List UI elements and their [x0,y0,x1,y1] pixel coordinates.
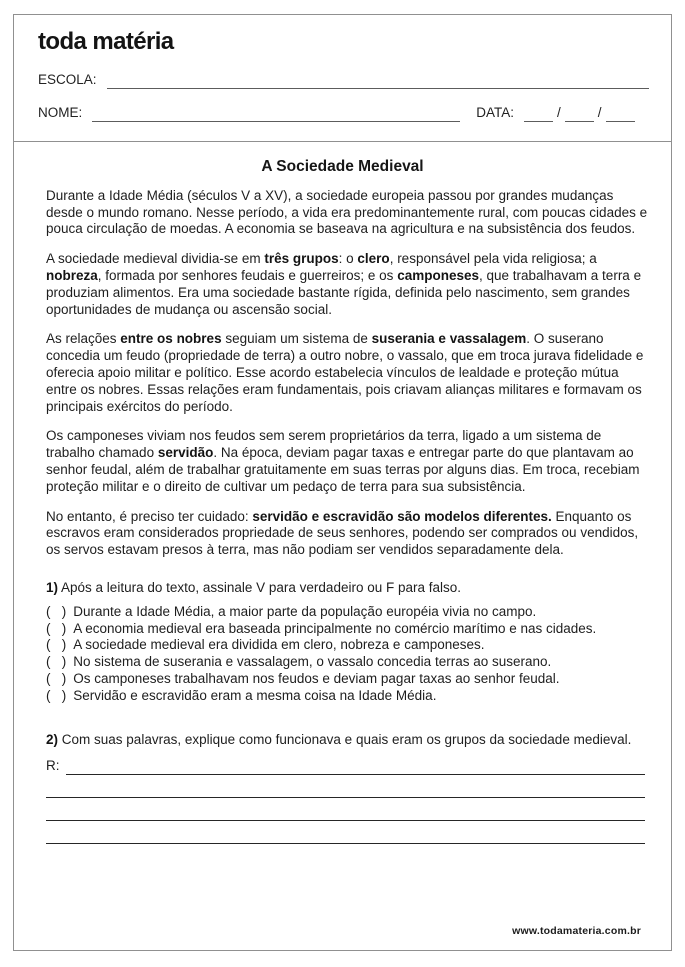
question-2-statement: Com suas palavras, explique como funcionava e quais eram os grupos da sociedade medieval. [61,731,632,747]
question-1-number: 1) [46,579,59,595]
true-false-item-1 [46,604,651,621]
date-month-line[interactable] [565,105,594,122]
true-false-item-2 [46,621,651,638]
suserania-paragraph: As relações entre os nobres seguiam um sistema de suserania e vassalagem. O suserano concedia um feudo (propriedade de terra) a outro nobre, o vassalo, que em troca jurava fidelidade e oferecia apoio militar e político. Esse acordo estabelecia vínculos de lealdade e proteção mútua entre os nobres. Essas relações eram fundamentais, pois criavam alianças militares e formavam os principais exércitos do período. [46,331,644,414]
answer-parens[interactable]: ( ) [46,637,67,653]
question-2-number: 2) [46,731,59,747]
question-2 [46,732,651,845]
school-label: ESCOLA: [38,72,97,87]
answer-parens[interactable]: ( ) [46,670,67,686]
date-separator: / [557,105,561,120]
true-false-item-text: Durante a Idade Média, a maior parte da população européia vivia no campo. [73,603,537,619]
true-false-item-6 [46,688,651,705]
answer-line-4[interactable] [46,821,645,844]
worksheet-content [14,142,671,925]
worksheet-page [13,14,672,951]
answer-area [46,755,651,844]
answer-prefix: R: [46,758,60,774]
question-1-text [46,580,651,597]
intro-paragraph: Durante a Idade Média (séculos V a XV), a sociedade europeia passou por grandes mudanças desde o mundo romano. Nesse período, a vida era predominantemente rural, com poucas cidades e pouca circulação de moedas. A economia se baseava na agricultura e na subsistência dos feudos. [46,187,648,237]
answer-line-2[interactable] [46,775,645,798]
escravidao-paragraph: No entanto, é preciso ter cuidado: servidão e escravidão são modelos diferentes. Enquanto os escravos eram considerados propriedade de seus senhores, podendo ser comprados ou vendidos, os servos estavam presos à terra, mas não podiam ser vendidos separadamente dela. [46,508,639,558]
date-separator: / [597,105,602,120]
answer-parens[interactable]: ( ) [46,620,67,636]
name-label: NOME: [38,105,83,120]
true-false-item-text: No sistema de suserania e vassalagem, o vassalo concedia terras ao suserano. [73,654,552,670]
school-input-line[interactable] [107,72,649,89]
question-2-text [46,732,651,749]
answer-line-1[interactable] [46,755,645,775]
toda-materia-logo: toda matéria [38,28,174,55]
answer-parens[interactable]: ( ) [46,687,67,703]
school-field-row [38,71,649,89]
true-false-item-3 [46,637,651,654]
website-url: www.todamateria.com.br [512,925,641,937]
answer-line-3[interactable] [46,798,645,821]
true-false-item-text: A sociedade medieval era dividida em clero, nobreza e camponeses. [73,637,485,653]
true-false-list [46,604,651,705]
worksheet-header [14,15,671,142]
answer-parens[interactable]: ( ) [46,654,67,670]
name-input-line[interactable] [92,105,460,122]
true-false-item-text: Servidão e escravidão eram a mesma coisa na Idade Média. [73,687,437,703]
true-false-item-text: Os camponeses trabalhavam nos feudos e deviam pagar taxas ao senhor feudal. [73,670,560,686]
true-false-item-4 [46,654,651,671]
question-1 [46,580,651,705]
true-false-item-5 [46,671,651,688]
servidao-paragraph: Os camponeses viviam nos feudos sem serem proprietários da terra, ligado a um sistema de trabalho chamado servidão. Na época, deviam pagar taxas e entregar parte do que plantavam ao senhor feudal, além de trabalhar gratuitamente em suas terras por alguns dias. Em troca, recebiam proteção militar e o direito de cultivar um pedaço de terra para sua subsistência. [46,428,640,494]
name-date-field-row [38,104,649,122]
true-false-item-text: A economia medieval era baseada principalmente no comércio marítimo e nas cidades. [73,620,597,636]
answer-line-rule[interactable] [66,757,646,775]
page-title: A Sociedade Medieval [261,158,424,175]
question-1-statement: Após a leitura do texto, assinale V para verdadeiro ou F para falso. [61,579,462,595]
date-year-line[interactable] [606,105,635,122]
three-groups-paragraph: A sociedade medieval dividia-se em três grupos: o clero, responsável pela vida religiosa; a nobreza, formada por senhores feudais e guerreiros; e os camponeses, que trabalhavam a terra e produziam alimentos. Era uma sociedade bastante rígida, definida pelo nascimento, sem grandes oportunidades de mudança ou ascensão social. [46,251,642,317]
date-label: DATA: [476,105,515,120]
answer-parens[interactable]: ( ) [46,603,67,619]
date-day-line[interactable] [524,105,553,122]
worksheet-footer [14,925,671,950]
